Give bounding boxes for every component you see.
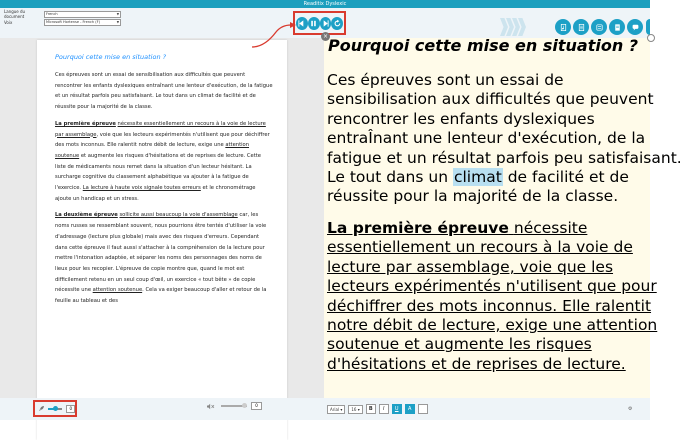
pause-button[interactable]: [308, 17, 320, 30]
reader-line: sensibilisation aux difficultés que peuvent: [327, 90, 654, 109]
reader-line: essentiellement un recours à la voie de: [327, 238, 633, 257]
speed-value[interactable]: 0: [66, 405, 75, 413]
next-button[interactable]: [320, 17, 332, 30]
app-title: Readitix Dyslexic: [303, 1, 347, 7]
previous-icon: [297, 19, 306, 28]
document-button[interactable]: [573, 19, 589, 35]
bold-button[interactable]: B: [366, 404, 376, 414]
reader-title: Pourquoi cette mise en situation ?: [328, 36, 639, 55]
language-select[interactable]: [44, 11, 121, 18]
reader-line: lecteurs expérimentés n'utilisent que pour: [327, 277, 657, 296]
player-controls: [293, 11, 346, 35]
document-icon: [577, 23, 586, 32]
reader-paragraph-2: [327, 219, 657, 374]
reader-line: entraÎnant une lenteur d'exécution, de la: [327, 129, 646, 148]
reader-line: réussite pour la majorité de la classe.: [327, 187, 619, 206]
doc-p2-bold: La première épreuve: [55, 120, 116, 127]
doc-p2-underline-2: attention soutenue: [55, 142, 250, 159]
font-value: Arial: [330, 406, 340, 412]
chevron-down-icon: ▼: [116, 19, 119, 24]
next-icon: [321, 19, 330, 28]
doc-p3-underline-1: sollicite aussi beaucoup la voie d'assemblage: [119, 212, 238, 219]
reader-text: de facilité et de: [507, 168, 629, 187]
tool-buttons: [555, 19, 643, 35]
doc-p3-bold: La deuxième épreuve: [55, 212, 118, 219]
reader-line: fatigue et un résultat parfois peu satisfaisant.: [327, 148, 682, 167]
close-icon[interactable]: ×: [322, 33, 329, 40]
volume-slider-knob[interactable]: [242, 403, 247, 408]
expand-chevrons[interactable]: [502, 18, 526, 36]
volume-slider[interactable]: [221, 405, 247, 407]
font-select[interactable]: Arial ▾: [327, 405, 345, 414]
language-label: Langue du document: [4, 9, 26, 19]
reader-text: nécessite: [513, 219, 588, 237]
music-icon: [559, 23, 568, 32]
italic-button[interactable]: I: [379, 404, 389, 414]
language-row: [4, 10, 121, 18]
highlight-button[interactable]: A: [405, 404, 415, 414]
speed-control: [33, 400, 77, 417]
toolbar-edge: [646, 19, 650, 35]
annotation-arrow: [250, 20, 298, 50]
voice-row: [4, 18, 121, 26]
reader-paragraph-1: [327, 71, 682, 207]
speed-slider-knob[interactable]: [53, 406, 58, 411]
doc-p3-text-1: car, les noms russes se ressemblant souvent, nous pourrions être tentés d'utiliser la voie d'adressage (lecture plus globale) mais avec des risques d'erreurs. Cependant dans cette épreuve il faut aussi s'attacher à la compréhension de la lecture pour mettre l'intonation adaptée, et séparer les noms des personnages des noms de lieux pour les recopier. L'épreuve de copie montre que, quand le mot est difficilement retenu en un seul coup d'œil, un exercice « tout bête » de copie nécessite une: [55, 212, 267, 294]
doc-p2-text-3: et le chronométrage ajoute un handicap et un stress.: [55, 185, 256, 202]
doc-p3-text-2: . Cela va exiger beaucoup d'aller et retour de la feuille au tableau et des: [55, 287, 267, 305]
language-value: French: [46, 11, 58, 16]
list-icon: [595, 23, 604, 32]
underline-button[interactable]: U: [392, 404, 402, 414]
color-swatch[interactable]: [418, 404, 428, 414]
speech-bubble-icon: [631, 23, 640, 32]
notebook-icon: [613, 23, 622, 32]
volume-value[interactable]: 0: [251, 402, 262, 410]
doc-p2-text-1: , voie que les lecteurs expérimentés n'utilisent que pour déchiffrer des mots inconnus. Elle ralentit notre débit de lecture, exige une: [55, 131, 270, 149]
document-pane[interactable]: [0, 38, 324, 398]
doc-p2-text-2: et augmente les risques d'hésitations et de reprises de lecture. Cette liste de médicaments nous remet dans la situation d'un lecteur hésitant. La surcharge cognitive du classement alphabétique va ajouter à la fatigue de l'exercice.: [55, 152, 261, 192]
reader-line: [327, 219, 657, 238]
doc-title: Pourquoi cette mise en situation ?: [55, 53, 167, 61]
voice-value: Microsoft Hortense - French (F): [46, 19, 100, 24]
volume-control: [206, 402, 262, 410]
doc-body[interactable]: [55, 70, 273, 313]
music-button[interactable]: [555, 19, 571, 35]
font-size-select[interactable]: 16 ▾: [348, 405, 362, 414]
document-page: [37, 40, 287, 440]
repeat-button[interactable]: [331, 17, 343, 30]
voice-label: Voix: [4, 19, 13, 25]
mute-icon[interactable]: [206, 403, 215, 410]
notebook-button[interactable]: [609, 19, 625, 35]
settings-gear-icon[interactable]: ⚙: [628, 406, 633, 412]
chevron-right-icon: [500, 18, 508, 36]
corner-indicator: [647, 34, 655, 42]
list-button[interactable]: [591, 19, 607, 35]
reader-line: lecture par assemblage, voie que les: [327, 257, 614, 276]
format-toolbar: [327, 404, 428, 414]
title-bar: [0, 0, 650, 8]
pause-icon: [309, 19, 318, 28]
volume-slider-fill: [221, 405, 244, 407]
doc-p2-underline-3: La lecture à haute voix signale toutes erreurs: [82, 185, 201, 192]
speed-slider[interactable]: [48, 408, 62, 410]
reader-line: soutenue et augmente les risques: [327, 335, 592, 354]
reader-line: Ces épreuves sont un essai de: [327, 71, 564, 89]
doc-p3-underline-2: attention soutenue: [92, 287, 143, 294]
doc-paragraph-2: [55, 119, 273, 205]
font-size-value: 16: [351, 406, 357, 412]
current-word-highlight: climat: [453, 168, 502, 187]
chevron-down-icon: ▼: [116, 11, 119, 16]
repeat-icon: [333, 19, 342, 28]
reader-line: déchiffrer des mots inconnus. Elle ralentit: [327, 296, 652, 315]
rocket-icon: [38, 405, 45, 412]
reader-line: d'hésitations et de reprises de lecture.: [327, 354, 626, 373]
reader-pane[interactable]: [322, 33, 682, 398]
reader-line: rencontrer les enfants dyslexiques: [327, 109, 595, 128]
reader-bold: La première épreuve: [327, 219, 509, 237]
status-bar: [0, 398, 650, 420]
reader-line-highlighted: [327, 168, 657, 187]
doc-paragraph-3: [55, 210, 273, 306]
doc-p2-underline-1: nécessite essentiellement un recours à la voie de lecture par assemblage: [55, 120, 266, 138]
settings-panel: [4, 10, 121, 26]
speech-bubble-button[interactable]: [627, 19, 643, 35]
reader-text: Le tout dans un: [327, 168, 449, 187]
voice-select[interactable]: [44, 19, 121, 26]
reader-line: notre débit de lecture, exige une attention: [327, 316, 658, 335]
doc-paragraph-1: Ces épreuves sont un essai de sensibilisation aux difficultés que peuvent rencontrer les enfants dyslexiques entraînant une lenteur d'exécution, de la fatigue et un résultat parfois peu satisfaisant. Le tout dans un climat de facilité et de réussite pour la majorité de la classe.: [55, 72, 273, 111]
